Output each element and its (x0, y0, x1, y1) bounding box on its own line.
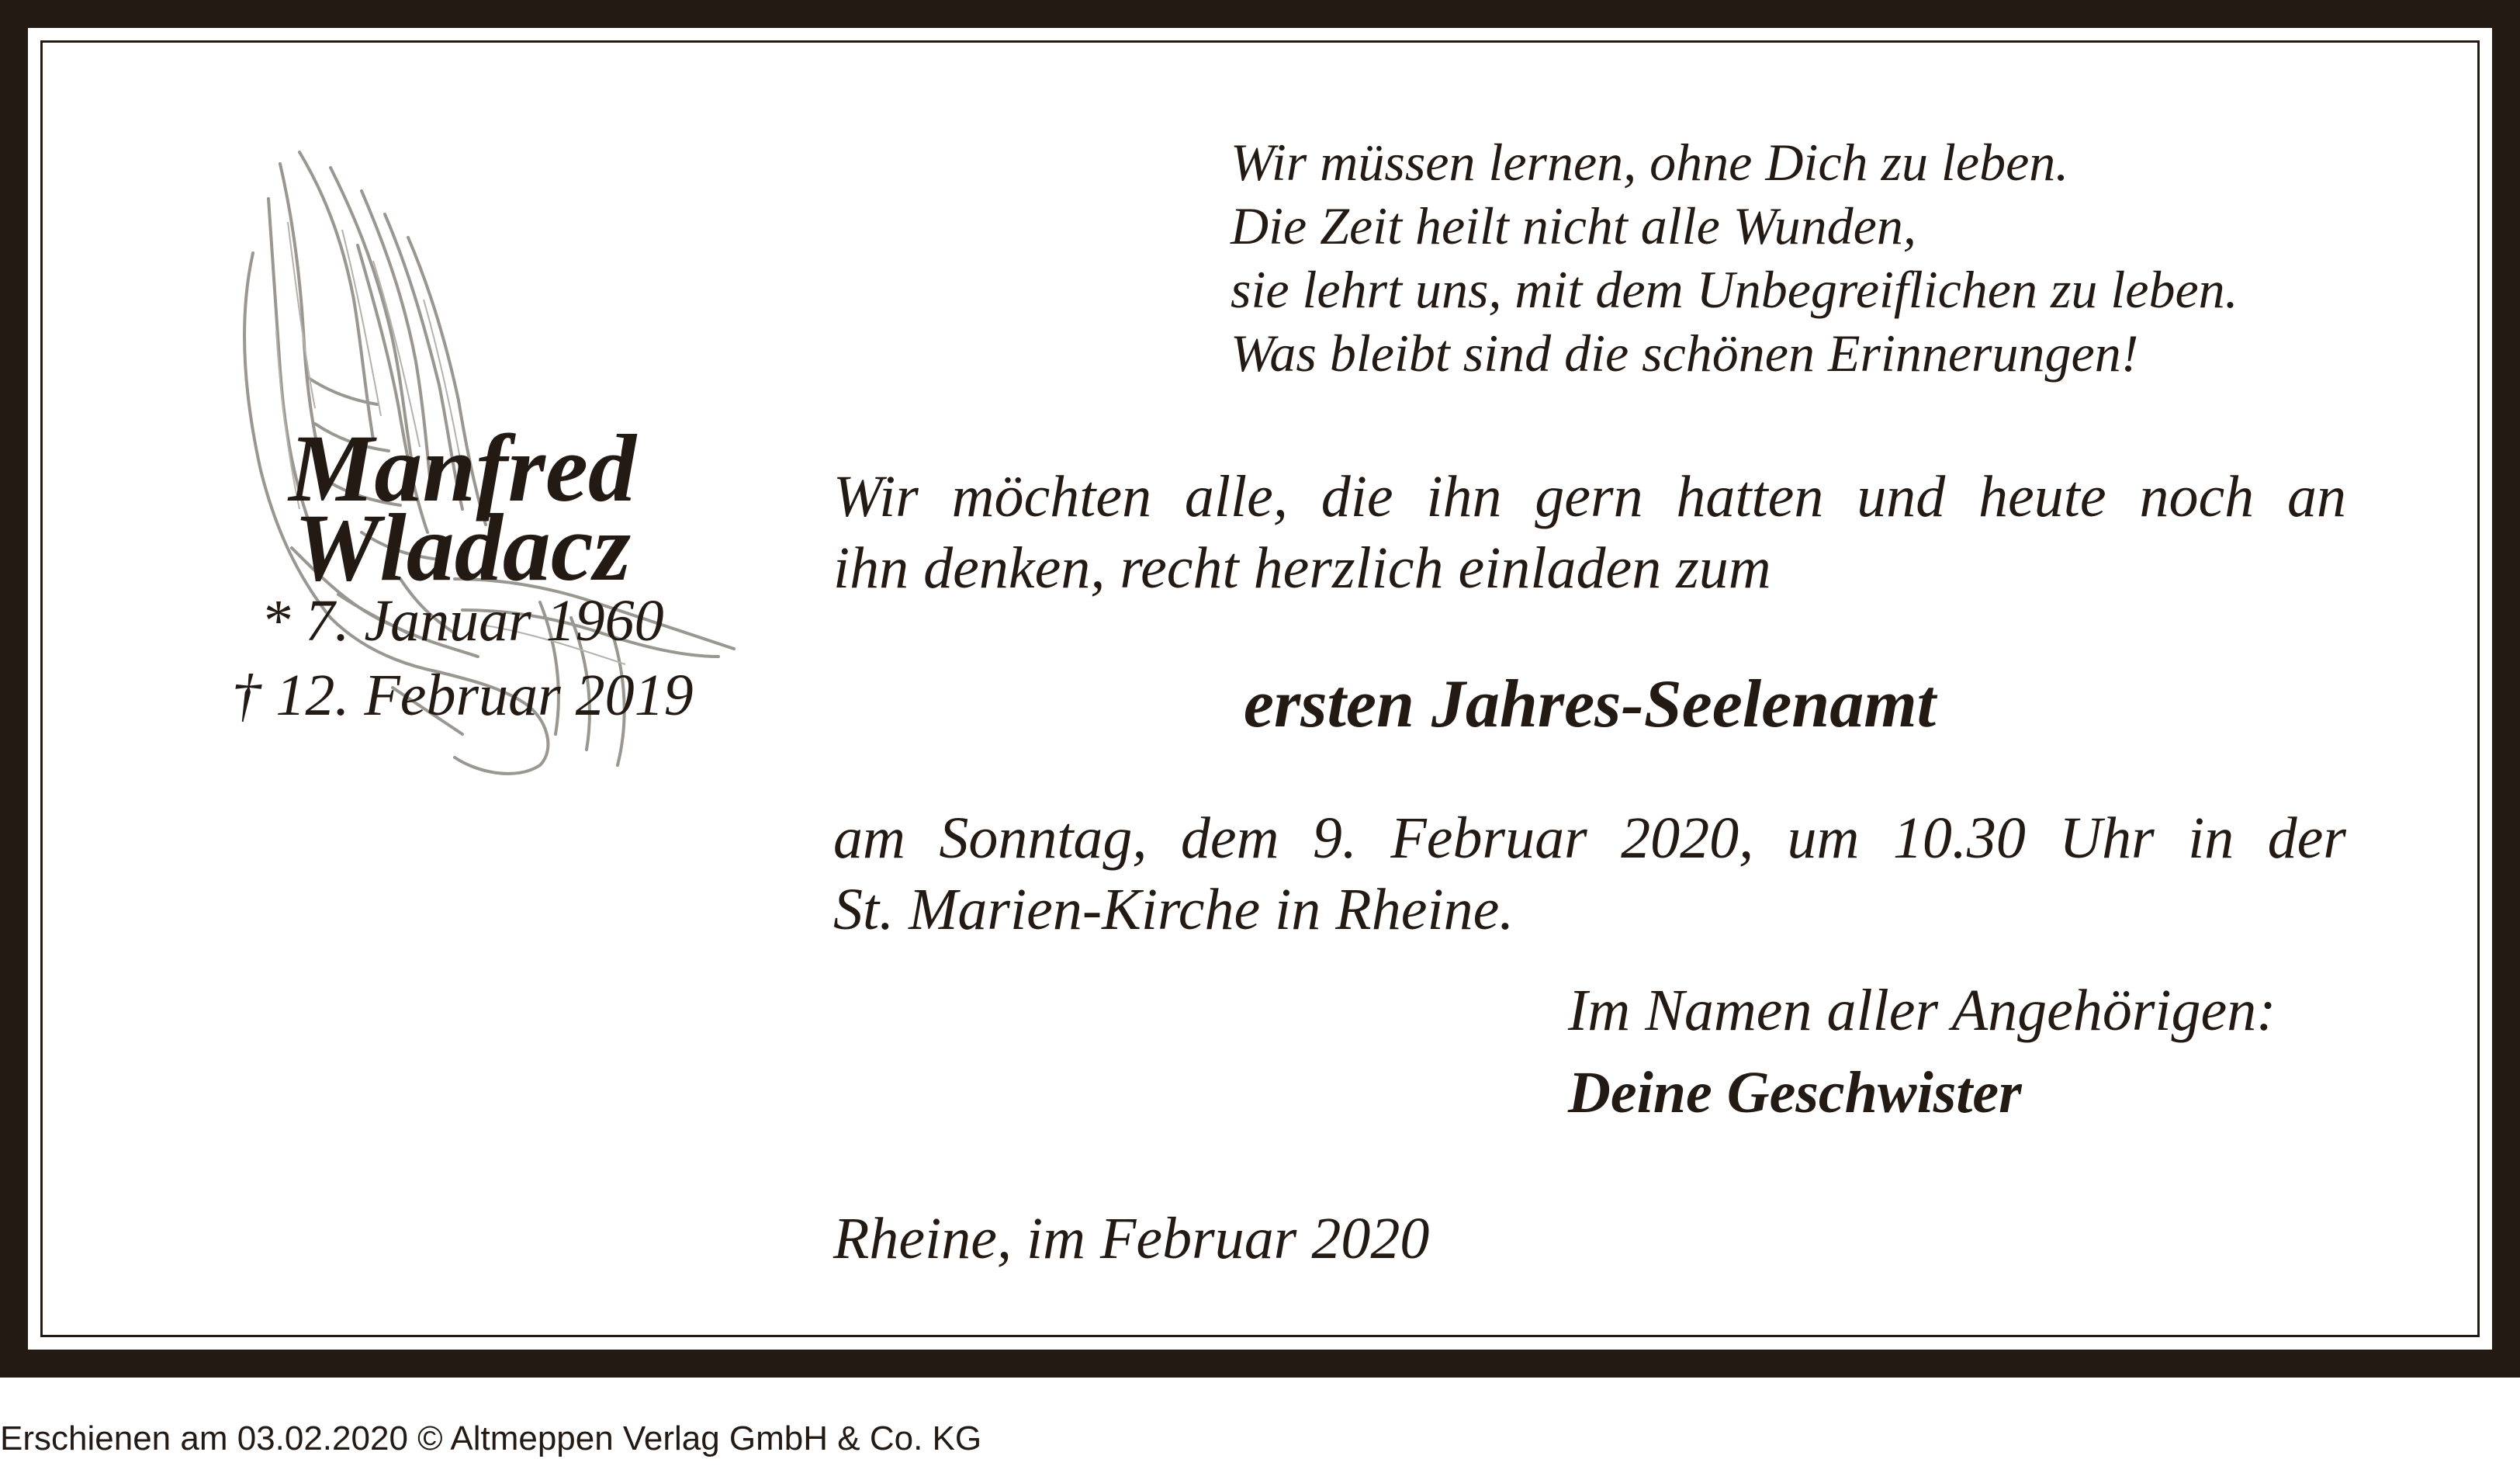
poem-line: Was bleibt sind die schönen Erinnerungen! (1231, 324, 2139, 383)
deceased-last-name: Wladacz (294, 494, 631, 601)
poem-line: Wir müssen lernen, ohne Dich zu leben. (1231, 133, 2069, 192)
signoff-intro: Im Namen aller Angehörigen: (1568, 978, 2276, 1043)
invitation-line: ihn denken, recht herzlich einladen zum (833, 535, 1771, 601)
deceased-first-name: Manfred (289, 415, 636, 522)
notice-body (28, 28, 2492, 1350)
place-date: Rheine, im Februar 2020 (833, 1206, 1430, 1271)
death-date: † 12. Februar 2019 (231, 663, 694, 728)
event-details-line: St. Marien-Kirche in Rheine. (833, 877, 1514, 942)
poem (1231, 130, 2238, 385)
invitation-line: Wir möchten alle, die ihn gern hatten und heute noch an (833, 464, 2346, 529)
event-title: ersten Jahres-Seelenamt (1243, 667, 1937, 742)
signoff-signature: Deine Geschwister (1568, 1060, 2022, 1125)
publication-footer: Erschienen am 03.02.2020 © Altmeppen Verlag GmbH & Co. KG (0, 1419, 982, 1457)
poem-line: Die Zeit heilt nicht alle Wunden, (1231, 196, 1916, 255)
event-details-line: am Sonntag, dem 9. Februar 2020, um 10.30 Uhr in der (833, 806, 2346, 871)
event-details (833, 802, 2346, 945)
birth-date: * 7. Januar 1960 (261, 588, 664, 653)
poem-line: sie lehrt uns, mit dem Unbegreiflichen zu leben. (1231, 260, 2238, 319)
invitation-text (833, 461, 2346, 604)
